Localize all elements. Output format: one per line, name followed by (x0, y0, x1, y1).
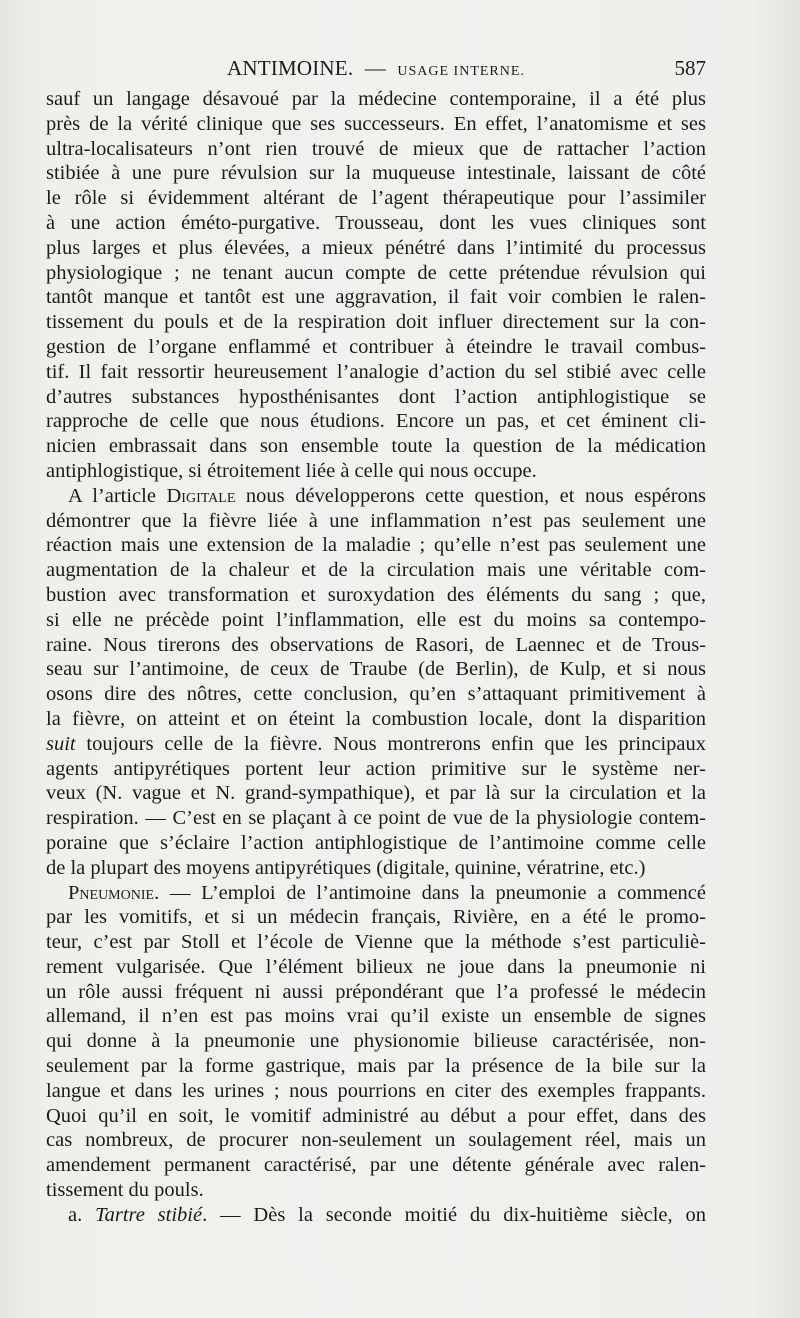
text-line (46, 211, 706, 236)
small-caps-term: Pneumonie (68, 881, 155, 904)
text-line (46, 87, 706, 112)
text-line (46, 1004, 706, 1029)
text-segment: . — Dès la seconde moitié du dix-huitième siècle, on (202, 1203, 707, 1226)
text-line (46, 806, 706, 831)
text-line (46, 707, 706, 732)
text-line (46, 558, 706, 583)
text-segment: osons dire des nôtres, cette conclusion, qu’en s’attaquant primitivement à (46, 683, 706, 706)
text-segment: allemand, il n’en est pas moins vrai qu’il existe un ensemble de signes (46, 1005, 706, 1028)
text-segment: le rôle si évidemment altérant de l’agent thérapeutique pour l’assimiler (46, 187, 706, 210)
text-segment: gestion de l’organe enflammé et contribuer à éteindre le travail combus- (46, 335, 706, 358)
text-line (46, 781, 706, 806)
text-line (46, 261, 706, 286)
text-segment: plus larges et plus élevées, a mieux pénétré dans l’intimité du processus (46, 236, 706, 259)
text-segment: réaction mais une extension de la maladie ; qu’elle n’est pas seulement une (46, 534, 706, 557)
text-segment: respiration. — C’est en se plaçant à ce point de vue de la physiologie contem- (46, 807, 706, 830)
text-line (46, 385, 706, 410)
text-line (46, 1178, 706, 1203)
text-line (46, 459, 706, 484)
text-segment: nous développerons cette question, et nous espérons (235, 484, 707, 507)
text-line (46, 285, 706, 310)
text-segment: tissement du pouls. (46, 1179, 204, 1202)
text-segment: poraine que s’éclaire l’action antiphlogistique de l’antimoine comme celle (46, 831, 706, 854)
text-segment: nicien embrassait dans son ensemble toute la question de la médication (46, 435, 706, 458)
text-segment: raine. Nous tirerons des observations de Rasori, de Laennec et de Trous- (46, 633, 706, 656)
text-line (46, 484, 706, 509)
text-line (46, 980, 706, 1005)
header-subtitle: USAGE INTERNE. (397, 64, 525, 79)
text-line (46, 633, 706, 658)
text-segment: agents antipyrétiques portent leur action primitive sur le système ner- (46, 757, 706, 780)
text-line (46, 608, 706, 633)
page-number: 587 (674, 56, 706, 80)
text-segment: langue et dans les urines ; nous pourrions en citer des exemples frappants. (46, 1079, 706, 1102)
running-title (46, 56, 706, 81)
text-segment: a. (68, 1203, 96, 1226)
text-segment: . — L’emploi de l’antimoine dans la pneumonie a commencé (154, 881, 706, 904)
text-segment: tif. Il fait ressortir heureusement l’analogie d’action du sel stibié avec celle (46, 360, 706, 383)
text-segment: tissement du pouls et de la respiration doit influer directement sur la con- (46, 311, 706, 334)
text-line (46, 360, 706, 385)
text-line (46, 1054, 706, 1079)
text-segment: tantôt manque et tantôt est une aggravation, il fait voir combien le ralen- (46, 286, 706, 309)
text-line (46, 409, 706, 434)
text-segment: par les vomitifs, et si un médecin français, Rivière, en a été le promo- (46, 906, 706, 929)
text-segment: qui donne à la pneumonie une physionomie bilieuse caractérisée, non- (46, 1030, 706, 1053)
header-title: ANTIMOINE. (227, 56, 354, 80)
text-segment: augmentation de la chaleur et de la circulation mais une véritable com- (46, 559, 706, 582)
text-line (46, 905, 706, 930)
text-segment: la fièvre, on atteint et on éteint la combustion locale, dont la disparition (46, 707, 706, 730)
text-line (46, 583, 706, 608)
italic-term: Tartre stibié (95, 1203, 203, 1226)
text-segment: près de la vérité clinique que ses successeurs. En effet, l’anatomisme et ses (46, 112, 706, 135)
text-segment: physiologique ; ne tenant aucun compte de cette prétendue révulsion qui (46, 261, 706, 284)
header-separator: — (364, 56, 386, 80)
text-line (46, 831, 706, 856)
text-line (46, 509, 706, 534)
text-segment: stibiée à une pure révulsion sur la muqueuse intestinale, laissant de côté (46, 162, 706, 185)
text-segment: d’autres substances hyposthénisantes dont l’action antiphlogistique se (46, 385, 706, 408)
text-line (46, 955, 706, 980)
text-line (46, 1029, 706, 1054)
small-caps-term: Digitale (166, 484, 236, 507)
text-line (46, 657, 706, 682)
text-line (46, 112, 706, 137)
text-line (46, 881, 706, 906)
text-segment: ultra-localisateurs n’ont rien trouvé de mieux que de rattacher l’action (46, 137, 706, 160)
text-segment: teur, c’est par Stoll et l’école de Vienne que la méthode s’est particuliè- (46, 931, 706, 954)
text-line (46, 856, 706, 881)
text-line (46, 732, 706, 757)
text-line (46, 1079, 706, 1104)
text-line (46, 533, 706, 558)
text-segment: de la plupart des moyens antipyrétiques (digitale, quinine, vératrine, etc.) (46, 856, 646, 879)
text-segment: à une action éméto-purgative. Trousseau, dont les vues cliniques sont (46, 211, 706, 234)
text-segment: A l’article (68, 484, 167, 507)
text-line (46, 1203, 706, 1228)
text-line (46, 1104, 706, 1129)
text-segment: si elle ne précède point l’inflammation, elle est du moins sa contempo- (46, 608, 706, 631)
text-segment: seulement par la forme gastrique, mais par la présence de la bile sur la (46, 1055, 706, 1078)
text-line (46, 757, 706, 782)
text-line (46, 682, 706, 707)
text-segment: sauf un langage désavoué par la médecine contemporaine, il a été plus (46, 88, 706, 110)
text-line (46, 434, 706, 459)
text-line (46, 335, 706, 360)
text-line (46, 236, 706, 261)
text-segment: toujours celle de la fièvre. Nous montrerons enfin que les principaux (75, 732, 706, 755)
text-segment: rapproche de celle que nous étudions. Encore un pas, et cet éminent cli- (46, 410, 706, 433)
text-segment: un rôle aussi fréquent ni aussi prépondérant que l’a professé le médecin (46, 980, 706, 1003)
text-line (46, 930, 706, 955)
text-line (46, 186, 706, 211)
text-line (46, 1128, 706, 1153)
italic-term: suit (46, 732, 76, 755)
text-line (46, 1153, 706, 1178)
text-segment: amendement permanent caractérisé, par une détente générale avec ralen- (46, 1154, 706, 1177)
text-segment: seau sur l’antimoine, de ceux de Traube (de Berlin), de Kulp, et si nous (46, 658, 706, 681)
text-segment: antiphlogistique, si étroitement liée à celle qui nous occupe. (46, 459, 537, 482)
text-segment: cas nombreux, de procurer non-seulement un soulagement réel, mais un (46, 1129, 706, 1152)
running-header (46, 56, 706, 82)
text-segment: démontrer que la fièvre liée à une inflammation n’est pas seulement une (46, 509, 706, 532)
text-line (46, 137, 706, 162)
text-line (46, 310, 706, 335)
body-text (46, 87, 706, 1228)
text-segment: Quoi qu’il en soit, le vomitif administré au début a pour effet, dans des (46, 1104, 706, 1127)
text-line (46, 161, 706, 186)
text-segment: veux (N. vague et N. grand-sympathique), et par là sur la circulation et la (46, 782, 706, 805)
text-segment: rement vulgarisée. Que l’élément bilieux ne joue dans la pneumonie ni (46, 955, 706, 978)
text-segment: bustion avec transformation et suroxydation des éléments du sang ; que, (46, 583, 706, 606)
